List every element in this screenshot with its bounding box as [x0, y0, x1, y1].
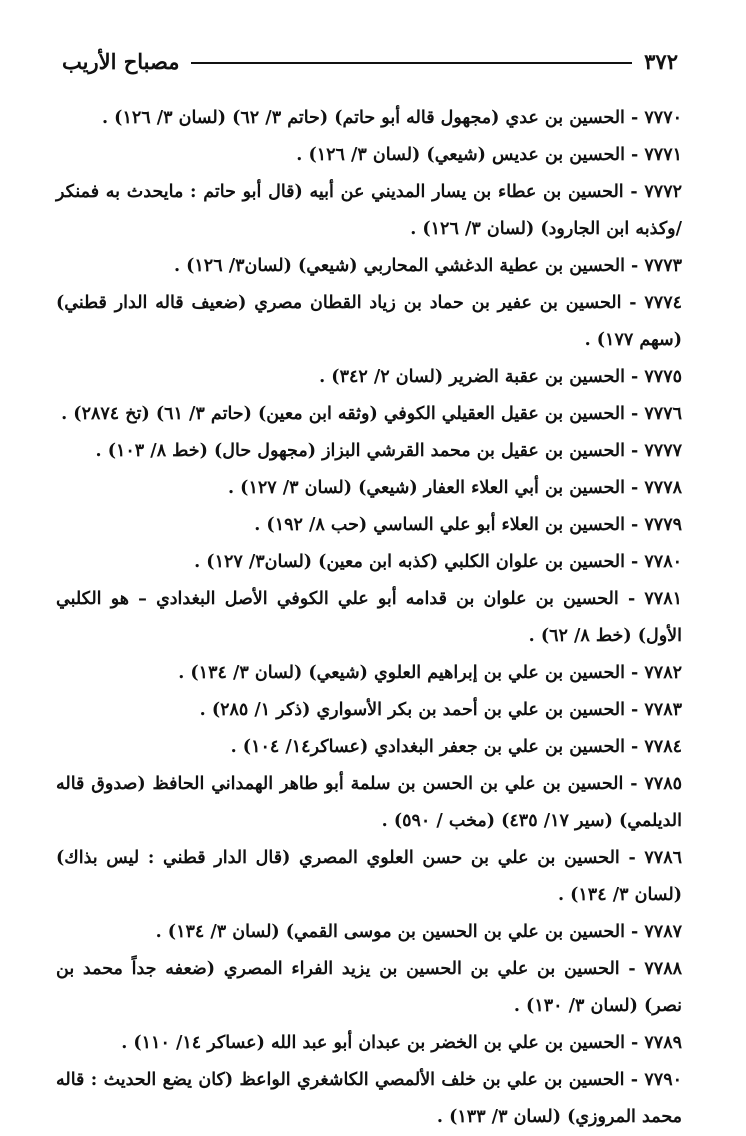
entry: ٧٧٩٠ - الحسين بن علي بن خلف الألمصي الكاشغري الواعظ (كان يضع الحديث : قاله محمد المروزي) (لسان ٣/ ١٣٣) .: [56, 1070, 683, 1127]
entry-text: الحسين بن عفير بن حماد بن زياد القطان مصري (ضعيف قاله الدار قطني) (سهم ١٧٧) .: [56, 293, 682, 350]
entry-text: الحسين بن عطاء بن يسار المديني عن أبيه (قال أبو حاتم : مايحدث به فمنكر /وكذبه ابن الجارود) (لسان ٣/ ١٢٦) .: [56, 182, 682, 239]
entry: ٧٧٧١ - الحسين بن عديس (شيعي) (لسان ٣/ ١٢٦) .: [296, 145, 682, 165]
entry: ٧٧٧٠ - الحسين بن عدي (مجهول قاله أبو حاتم) (حاتم ٣/ ٦٢) (لسان ٣/ ١٢٦) .: [101, 108, 682, 128]
entry-text: الحسين بن علي بن خلف الألمصي الكاشغري الواعظ (كان يضع الحديث : قاله محمد المروزي) (لسان ٣/ ١٣٣) .: [56, 1070, 682, 1127]
entry: ٧٧٨٥ - الحسين بن علي بن الحسن بن سلمة أبو طاهر الهمداني الحافظ (صدوق قاله الديلمي) (سير ١٧/ ٤٣٥) (مخب / ٥٩٠) .: [56, 774, 682, 831]
entry: ٧٧٨٩ - الحسين بن علي بن الخضر بن عبدان أبو عبد الله (عساكر ١٤/ ١١٠) .: [121, 1033, 682, 1053]
entry: ٧٧٧٧ - الحسين بن عقيل بن محمد القرشي البزاز (مجهول حال) (خط ٨/ ١٠٣) .: [95, 441, 682, 461]
entry: ٧٧٧٨ - الحسين بن أبي العلاء العفار (شيعي) (لسان ٣/ ١٢٧) .: [227, 478, 682, 498]
entry-number: ٧٧٨٢: [644, 663, 682, 683]
entry-number: ٧٧٨٨: [644, 959, 682, 979]
entry-number: ٧٧٧١: [644, 145, 682, 165]
entry: ٧٧٨٦ - الحسين بن علي بن حسن العلوي المصري (قال الدار قطني : ليس بذاك) (لسان ٣/ ١٣٤) .: [56, 848, 682, 905]
entry-number: ٧٧٨٧: [644, 922, 682, 942]
entry-number: ٧٧٧٣: [644, 256, 682, 276]
header-rule: [191, 62, 632, 64]
entry-number: ٧٧٨٦: [644, 848, 682, 868]
entry-number: ٧٧٨٤: [644, 737, 682, 757]
entry-text: الحسين بن عدي (مجهول قاله أبو حاتم) (حاتم ٣/ ٦٢) (لسان ٣/ ١٢٦) .: [101, 108, 625, 128]
entry: ٧٧٧٤ - الحسين بن عفير بن حماد بن زياد القطان مصري (ضعيف قاله الدار قطني) (سهم ١٧٧) .: [56, 293, 682, 350]
entry-text: الحسين بن علي بن أحمد بن بكر الأسواري (ذكر ١/ ٢٨٥) .: [199, 700, 625, 720]
entry: ٧٧٧٣ - الحسين بن عطية الدغشي المحاربي (شيعي) (لسان٣/ ١٢٦) .: [173, 256, 682, 276]
entry-number: ٧٧٧٥: [644, 367, 682, 387]
entry-text: الحسين بن علوان الكلبي (كذبه ابن معين) (لسان٣/ ١٢٧) .: [194, 552, 625, 572]
entry-text: الحسين بن علي بن حسن العلوي المصري (قال الدار قطني : ليس بذاك) (لسان ٣/ ١٣٤) .: [56, 848, 682, 905]
entry-number: ٧٧٨١: [644, 589, 682, 609]
entry-text: الحسين بن علي بن الحسين بن موسى القمي) (لسان ٣/ ١٣٤) .: [155, 922, 625, 942]
entry-text: الحسين بن أبي العلاء العفار (شيعي) (لسان ٣/ ١٢٧) .: [227, 478, 625, 498]
entry: ٧٧٧٥ - الحسين بن عقبة الضرير (لسان ٢/ ٣٤٢) .: [319, 367, 682, 387]
entry: ٧٧٨٨ - الحسين بن علي بن الحسين بن يزيد الفراء المصري (ضعفه جداً محمد بن نصر) (لسان ٣/ ١٣٠) .: [56, 959, 682, 1016]
entry: ٧٧٧٩ - الحسين بن العلاء أبو علي الساسي (حب ٨/ ١٩٢) .: [254, 515, 682, 535]
entry: ٧٧٧٦ - الحسين بن عقيل العقيلي الكوفي (وثقه ابن معين) (حاتم ٣/ ٦١) (تخ ٢٨٧٤) .: [61, 404, 682, 424]
entry-text: الحسين بن علي بن جعفر البغدادي (عساكر١٤/ ١٠٤) .: [230, 737, 625, 757]
page-number: ٣٧٢: [644, 48, 678, 74]
entry-number: ٧٧٧٤: [644, 293, 682, 313]
entry-number: ٧٧٧٠: [644, 108, 682, 128]
entry-text: الحسين بن علي بن الخضر بن عبدان أبو عبد الله (عساكر ١٤/ ١١٠) .: [121, 1033, 625, 1053]
entry-number: ٧٧٧٩: [644, 515, 682, 535]
entry: ٧٧٨٧ - الحسين بن علي بن الحسين بن موسى القمي) (لسان ٣/ ١٣٤) .: [155, 922, 682, 942]
entry: ٧٧٨٤ - الحسين بن علي بن جعفر البغدادي (عساكر١٤/ ١٠٤) .: [230, 737, 682, 757]
entry-text: الحسين بن عقيل بن محمد القرشي البزاز (مجهول حال) (خط ٨/ ١٠٣) .: [95, 441, 625, 461]
entry-number: ٧٧٧٧: [644, 441, 682, 461]
entry-text: الحسين بن علي بن الحسين بن يزيد الفراء المصري (ضعفه جداً محمد بن نصر) (لسان ٣/ ١٣٠) .: [56, 959, 682, 1016]
entry-text: الحسين بن عطية الدغشي المحاربي (شيعي) (لسان٣/ ١٢٦) .: [173, 256, 625, 276]
entry: ٧٧٨٠ - الحسين بن علوان الكلبي (كذبه ابن معين) (لسان٣/ ١٢٧) .: [194, 552, 682, 572]
entry-text: الحسين بن علوان بن قدامه أبو علي الكوفي الأصل البغدادي – هو الكلبي الأول) (خط ٨/ ٦٢) .: [56, 589, 682, 646]
entry-number: ٧٧٩٠: [644, 1070, 683, 1090]
entry-number: ٧٧٧٢: [644, 182, 682, 202]
entry: ٧٧٨١ - الحسين بن علوان بن قدامه أبو علي الكوفي الأصل البغدادي – هو الكلبي الأول) (خط ٨/ ٦٢) .: [56, 589, 682, 646]
entry-text: الحسين بن عقبة الضرير (لسان ٢/ ٣٤٢) .: [319, 367, 625, 387]
entry-text: الحسين بن عقيل العقيلي الكوفي (وثقه ابن معين) (حاتم ٣/ ٦١) (تخ ٢٨٧٤) .: [61, 404, 625, 424]
entry-text: الحسين بن عديس (شيعي) (لسان ٣/ ١٢٦) .: [296, 145, 625, 165]
entry-number: ٧٧٨٩: [644, 1033, 682, 1053]
entry-text: الحسين بن علي بن الحسن بن سلمة أبو طاهر الهمداني الحافظ (صدوق قاله الديلمي) (سير ١٧/ ٤٣٥) (مخب / ٥٩٠) .: [56, 774, 682, 831]
entry: ٧٧٧٢ - الحسين بن عطاء بن يسار المديني عن أبيه (قال أبو حاتم : مايحدث به فمنكر /وكذبه ابن الجارود) (لسان ٣/ ١٢٦) .: [56, 182, 682, 239]
entry-text: الحسين بن علي بن إبراهيم العلوي (شيعي) (لسان ٣/ ١٣٤) .: [178, 663, 625, 683]
entry-number: ٧٧٨٣: [644, 700, 682, 720]
entry-text: الحسين بن العلاء أبو علي الساسي (حب ٨/ ١٩٢) .: [254, 515, 625, 535]
entry-number: ٧٧٨٥: [644, 774, 682, 794]
entry: ٧٧٨٣ - الحسين بن علي بن أحمد بن بكر الأسواري (ذكر ١/ ٢٨٥) .: [199, 700, 682, 720]
entry-number: ٧٧٧٦: [644, 404, 682, 424]
entry: ٧٧٨٢ - الحسين بن علي بن إبراهيم العلوي (شيعي) (لسان ٣/ ١٣٤) .: [178, 663, 682, 683]
entry-number: ٧٧٧٨: [644, 478, 682, 498]
book-title: مصباح الأريب: [62, 48, 180, 74]
entries-list: [56, 100, 682, 1136]
entry-number: ٧٧٨٠: [644, 552, 682, 572]
page-header: [62, 44, 678, 78]
